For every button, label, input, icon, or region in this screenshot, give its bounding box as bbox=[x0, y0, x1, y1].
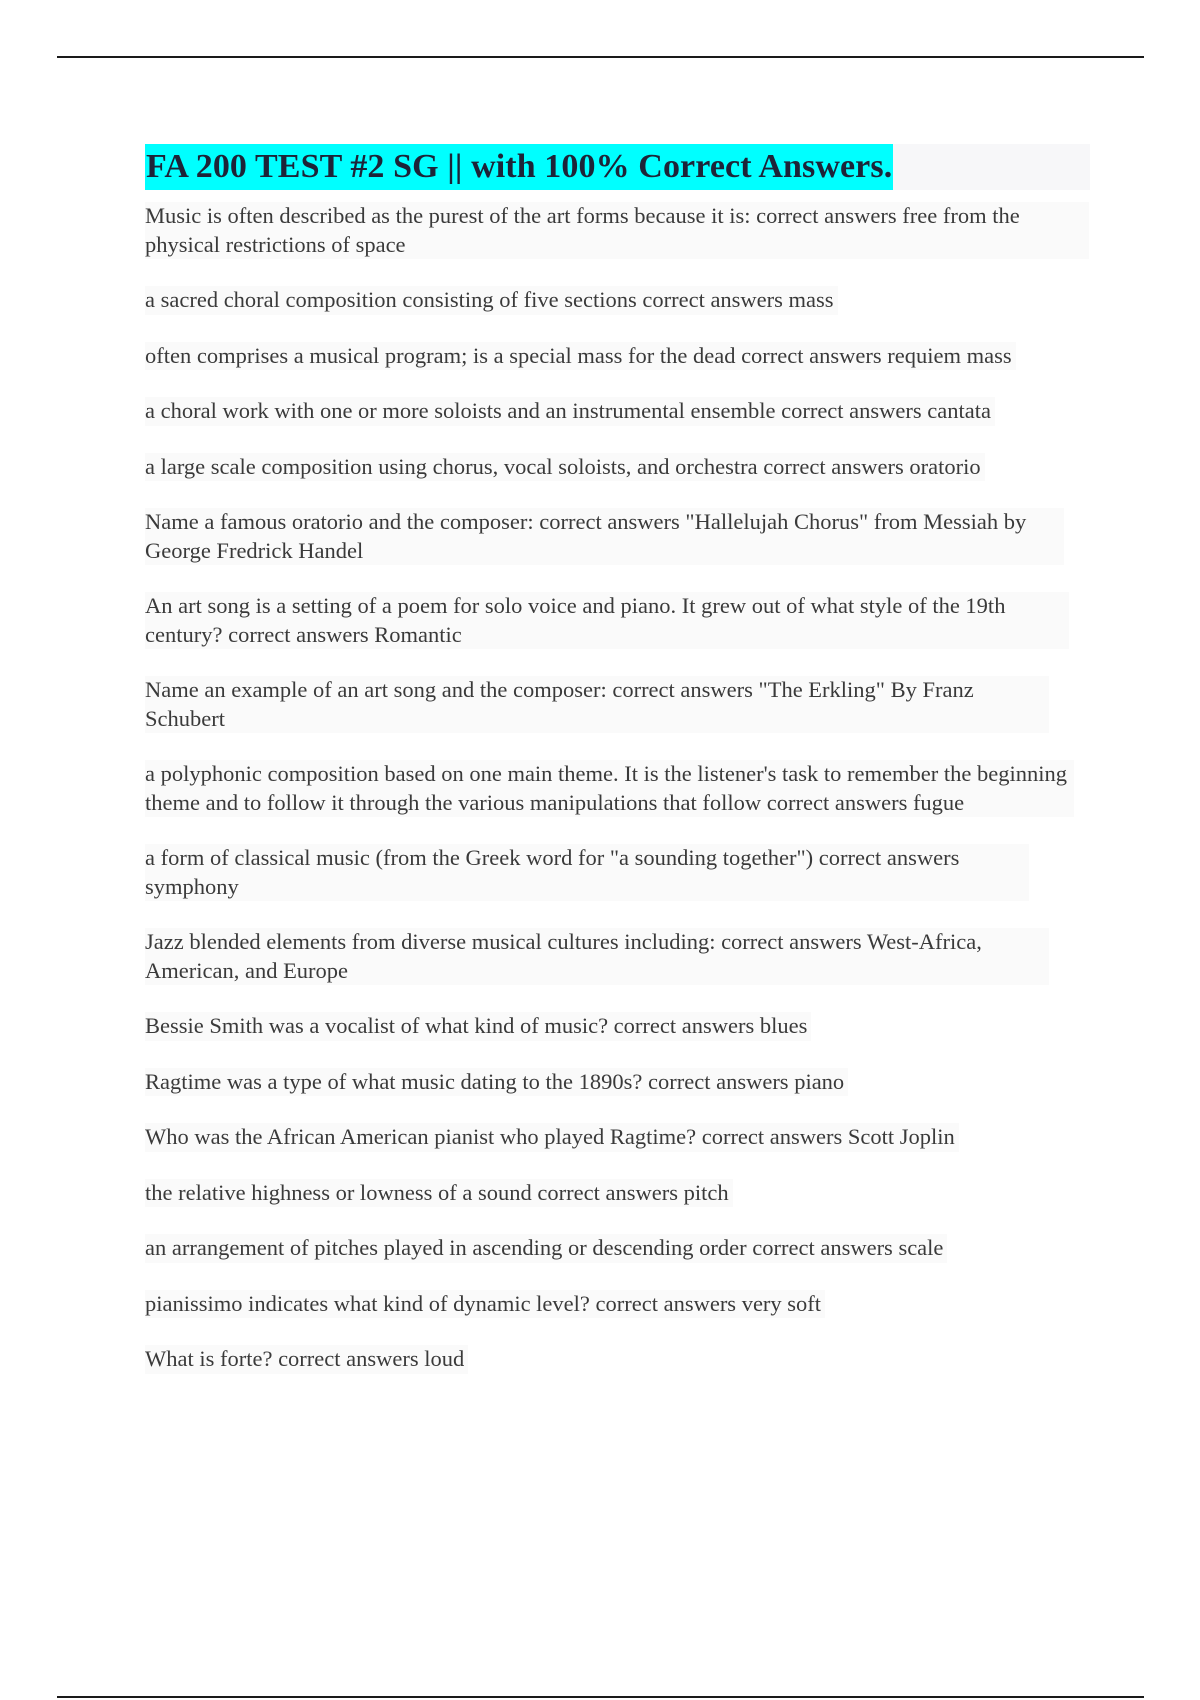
qa-item: Name an example of an art song and the composer: correct answers "The Erkling" By Franz Schubert bbox=[145, 676, 1049, 733]
qa-item: Bessie Smith was a vocalist of what kind of music? correct answers blues bbox=[145, 1012, 811, 1041]
qa-item: a sacred choral composition consisting of five sections correct answers mass bbox=[145, 286, 838, 315]
qa-item: pianissimo indicates what kind of dynamic level? correct answers very soft bbox=[145, 1290, 825, 1319]
qa-item: a form of classical music (from the Greek word for "a sounding together") correct answers symphony bbox=[145, 844, 1029, 901]
qa-item: the relative highness or lowness of a sound correct answers pitch bbox=[145, 1179, 733, 1208]
qa-item: a large scale composition using chorus, vocal soloists, and orchestra correct answers oratorio bbox=[145, 453, 985, 482]
qa-item: An art song is a setting of a poem for solo voice and piano. It grew out of what style of the 19th century? correct answers Romantic bbox=[145, 592, 1069, 649]
qa-item: Ragtime was a type of what music dating to the 1890s? correct answers piano bbox=[145, 1068, 848, 1097]
qa-list bbox=[145, 202, 1090, 1374]
qa-item: often comprises a musical program; is a special mass for the dead correct answers requiem mass bbox=[145, 342, 1016, 371]
qa-item: a choral work with one or more soloists and an instrumental ensemble correct answers cantata bbox=[145, 397, 995, 426]
qa-item: What is forte? correct answers loud bbox=[145, 1345, 468, 1374]
qa-item: a polyphonic composition based on one main theme. It is the listener's task to remember the beginning theme and to follow it through the various manipulations that follow correct answers fugue bbox=[145, 760, 1074, 817]
document-title: FA 200 TEST #2 SG || with 100% Correct Answers. bbox=[145, 144, 893, 190]
title-bar bbox=[145, 144, 1090, 190]
top-divider bbox=[57, 56, 1144, 58]
document-body bbox=[145, 144, 1090, 1401]
qa-item: Music is often described as the purest of the art forms because it is: correct answers free from the physical restrictions of space bbox=[145, 202, 1089, 259]
qa-item: Name a famous oratorio and the composer: correct answers "Hallelujah Chorus" from Messiah by George Fredrick Handel bbox=[145, 508, 1064, 565]
bottom-divider bbox=[57, 1696, 1144, 1698]
qa-item: Who was the African American pianist who played Ragtime? correct answers Scott Joplin bbox=[145, 1123, 959, 1152]
qa-item: an arrangement of pitches played in ascending or descending order correct answers scale bbox=[145, 1234, 947, 1263]
qa-item: Jazz blended elements from diverse musical cultures including: correct answers West-Africa, American, and Europe bbox=[145, 928, 1049, 985]
